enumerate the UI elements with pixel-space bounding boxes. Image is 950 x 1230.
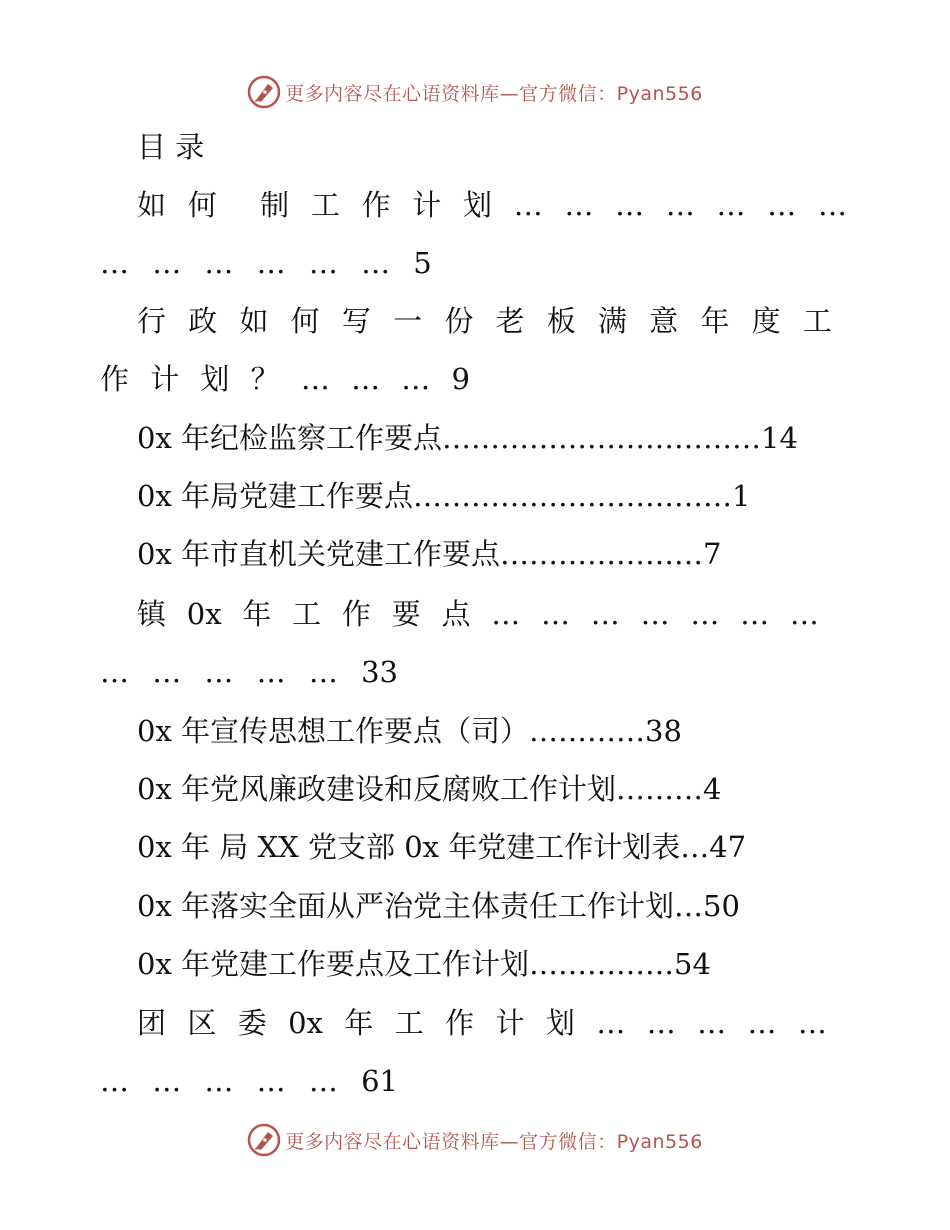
toc-entry-9: 0x 年 局 XX 党支部 0x 年党建工作计划表…47 xyxy=(137,830,747,864)
toc-entry-10: 0x 年落实全面从严治党主体责任工作计划…50 xyxy=(137,889,740,923)
toc-title: 目 录 xyxy=(137,130,205,164)
footer-text: 更多内容尽在心语资料库—官方微信：Pyan556 xyxy=(285,1130,703,1153)
toc-entry-12-line2: … … … … … 61 xyxy=(100,1064,398,1098)
pen-nib-logo-icon xyxy=(247,1123,281,1157)
toc-entry-1-line1: 如 何 制 工 作 计 划 … … … … … … … xyxy=(137,188,847,222)
toc-entry-1-line2: … … … … … … 5 xyxy=(100,246,432,280)
pen-nib-logo-icon xyxy=(247,75,281,109)
toc-entry-2-line1: 行 政 如 何 写 一 份 老 板 满 意 年 度 工 xyxy=(137,304,832,338)
toc-entry-12-line1: 团 区 委 0x 年 工 作 计 划 … … … … … xyxy=(137,1006,827,1040)
page-header-banner xyxy=(0,72,950,112)
toc-entry-4: 0x 年局党建工作要点……………………………1 xyxy=(137,479,751,513)
header-text: 更多内容尽在心语资料库—官方微信：Pyan556 xyxy=(285,82,703,105)
toc-entry-7: 0x 年宣传思想工作要点（司）…………38 xyxy=(137,714,682,748)
page-footer-banner xyxy=(0,1120,950,1160)
toc-entry-8: 0x 年党风廉政建设和反腐败工作计划………4 xyxy=(137,772,722,806)
toc-entry-11: 0x 年党建工作要点及工作计划……………54 xyxy=(137,947,711,981)
toc-entry-3: 0x 年纪检监察工作要点……………………………14 xyxy=(137,421,798,455)
toc-entry-6-line1: 镇 0x 年 工 作 要 点 … … … … … … … xyxy=(137,597,819,631)
toc-entry-6-line2: … … … … … 33 xyxy=(100,655,398,689)
toc-entry-2-line2: 作 计 划 ？ … … … 9 xyxy=(100,362,470,396)
toc-entry-5: 0x 年市直机关党建工作要点…………………7 xyxy=(137,537,722,571)
